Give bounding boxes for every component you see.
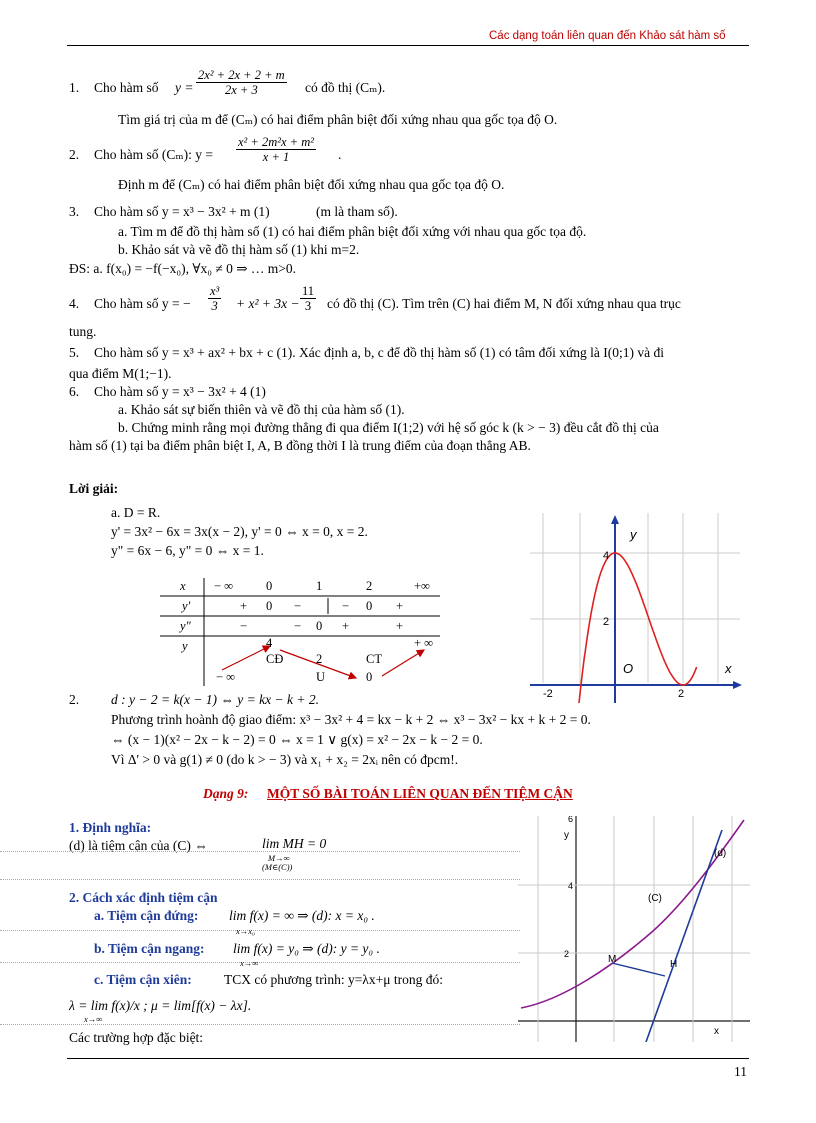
line-d — [646, 830, 722, 1042]
howto-heading: 2. Cách xác định tiệm cận — [69, 890, 218, 905]
problem-5-cont: qua điểm M(1;−1). — [69, 366, 172, 381]
graph1-tick-4: 4 — [603, 550, 610, 562]
problem-2-number: 2. — [69, 147, 80, 162]
graph1-tick-x2: 2 — [678, 688, 685, 700]
page-number: 11 — [734, 1064, 747, 1079]
problem-1-numerator: 2x² + 2x + 2 + m — [198, 68, 285, 82]
table-y-top-2: + ∞ — [414, 636, 434, 650]
section-title: MỘT SỐ BÀI TOÁN LIÊN QUAN ĐẾN TIỆM CẬN — [267, 786, 573, 801]
definition-limit-sub1: M→∞ — [268, 853, 290, 863]
table-y-mid-1: CĐ — [266, 652, 284, 666]
table-x-1: − ∞ — [214, 579, 234, 593]
definition-limit: lim MH = 0 — [262, 836, 327, 851]
problem-4-den-1: 3 — [211, 299, 218, 314]
howto-lim-sub: x→∞ — [84, 1014, 103, 1024]
problem-1-number: 1. — [69, 80, 80, 95]
table-ypp-5: + — [396, 619, 404, 633]
problem-4-num-1: x³ — [210, 284, 220, 298]
cubic-curve — [576, 553, 697, 703]
graph2-tick-2: 2 — [564, 949, 570, 959]
problem-1-lead: Cho hàm số — [94, 80, 159, 95]
part2-line-1: d : y − 2 = k(x − 1) ⇔ y = kx − k + 2. — [111, 692, 319, 707]
cubic-graph — [530, 513, 750, 703]
table-label-ypp: y" — [180, 619, 191, 633]
problem-6-number: 6. — [69, 384, 80, 399]
table-yp-6: 0 — [366, 599, 373, 613]
problem-4-mid: + x² + 3x − — [236, 296, 300, 311]
table-ypp-3: 0 — [316, 619, 323, 633]
curve-c — [521, 820, 744, 1008]
table-yp-7: + — [396, 599, 404, 613]
graph1-tick-2: 2 — [603, 616, 610, 628]
solution-line-2: y' = 3x² − 6x = 3x(x − 2), y' = 0 ⇔ x = 0, x = 2. — [111, 524, 368, 539]
graph2-line-label: (d) — [714, 848, 727, 859]
graph2-tick-4: 4 — [568, 881, 574, 891]
howto-b-label: b. Tiệm cận ngang: — [94, 941, 205, 956]
graph1-tick-neg2: -2 — [543, 688, 553, 700]
table-y-bot-3: 0 — [366, 670, 373, 684]
howto-a-label: a. Tiệm cận đứng: — [94, 908, 199, 923]
table-yp-1: + — [240, 599, 248, 613]
problem-2-tail: . — [338, 147, 342, 162]
graph1-y-label: y — [630, 527, 637, 542]
part2-line-4: Vì Δ' > 0 và g(1) ≠ 0 (do k > − 3) và x₁ + x₂ = 2xᵢ nên có đpcm!. — [111, 752, 459, 767]
part2-line-3: ⇔ (x − 1)(x² − 2x − k − 2) = 0 ⇔ x = 1 ∨ g(x) = x² − 2x − k − 2 = 0. — [111, 732, 483, 747]
problem-4-fraction-2 — [300, 284, 316, 314]
table-ypp-2: − — [294, 619, 302, 633]
problem-2-numerator: x² + 2m²x + m² — [238, 135, 315, 149]
graph2-tick-6: 6 — [568, 816, 574, 824]
problem-5-text: Cho hàm số y = x³ + ax² + bx + c (1). Xác định a, b, c để đồ thị hàm số (1) có tâm đối xứng là I(0;1) và đi — [94, 345, 664, 360]
problem-2-task: Định m để (Cₘ) có hai điểm phân biệt đối xứng nhau qua gốc tọa độ O. — [118, 177, 505, 192]
problem-3-lead: Cho hàm số y = x³ − 3x² + m (1) — [94, 204, 270, 219]
howto-a-sub: x→x₀ — [236, 926, 256, 936]
table-yp-5: − — [342, 599, 350, 613]
definition-limit-sub2: (M∈(C)) — [262, 862, 293, 872]
problem-1-denominator: 2x + 3 — [224, 83, 258, 98]
problem-4-num-2: 11 — [302, 284, 315, 298]
problem-4-cont: tung. — [69, 324, 97, 339]
howto-b-expr: lim f(x) = y₀ ⇒ (d): y = y₀ . — [233, 941, 380, 956]
solution-line-3: y" = 6x − 6, y" = 0 ⇔ x = 1. — [111, 543, 264, 558]
table-ypp-1: − — [240, 619, 248, 633]
part2-line-2: Phương trình hoành độ giao điểm: x³ − 3x² + 4 = kx − k + 2 ⇔ x³ − 3x² − kx + k + 2 = 0. — [111, 712, 591, 727]
table-x-2: 0 — [266, 579, 273, 593]
problem-3-number: 3. — [69, 204, 80, 219]
section-prefix: Dạng 9: — [203, 786, 249, 801]
table-x-5: +∞ — [414, 579, 430, 593]
part2-number: 2. — [69, 692, 80, 707]
table-y-top-1: 4 — [266, 636, 273, 650]
arrow-up-2 — [382, 650, 424, 676]
dotted-rule-1 — [0, 851, 520, 852]
asymptote-graph — [518, 816, 750, 1042]
problem-2-denominator: x + 1 — [262, 150, 290, 165]
problem-2-fraction — [236, 135, 316, 165]
problem-4-lead: Cho hàm số y = − — [94, 296, 191, 311]
problem-6-b: b. Chứng minh rằng mọi đường thẳng đi qua điểm I(1;2) với hệ số góc k (k > − 3) đều cắt đồ thị của — [118, 420, 659, 435]
solution-line-1: a. D = R. — [111, 505, 161, 520]
header-rule — [67, 45, 749, 46]
table-x-3: 1 — [316, 579, 323, 593]
problem-2-lead: Cho hàm số (Cₘ): y = — [94, 147, 214, 162]
dotted-rule-4 — [0, 962, 520, 963]
table-yp-2: 0 — [266, 599, 273, 613]
definition-text: (d) là tiệm cận của (C) ⇔ — [69, 838, 208, 853]
graph2-point-h: H — [670, 959, 678, 970]
segment-mh — [612, 963, 665, 976]
table-ypp-4: + — [342, 619, 350, 633]
graph1-origin: O — [623, 661, 634, 676]
definition-heading: 1. Định nghĩa: — [69, 820, 152, 835]
problem-1-fraction — [196, 68, 287, 98]
problem-1-task: Tìm giá trị của m để (Cₘ) có hai điểm phân biệt đối xứng nhau qua gốc tọa độ O. — [118, 112, 558, 127]
graph2-x-label: x — [714, 1026, 719, 1037]
problem-5-number: 5. — [69, 345, 80, 360]
graph2-point-m: M — [608, 954, 617, 965]
problem-6-b-cont: hàm số (1) tại ba điểm phân biệt I, A, B đồng thời I là trung điểm của đoạn thẳng AB. — [69, 438, 531, 453]
problem-3-answer: ĐS: a. f(x₀) = −f(−x₀), ∀x₀ ≠ 0 ⇒ … m>0. — [69, 261, 297, 276]
problem-3-b: b. Khảo sát và vẽ đồ thị hàm số (1) khi m=2. — [118, 242, 360, 257]
dotted-rule-2 — [0, 879, 520, 880]
table-y-mid-2: 2 — [316, 652, 323, 666]
problem-4-den-2: 3 — [304, 299, 312, 314]
solution-title: Lời giải: — [69, 481, 119, 496]
table-label-yp: y' — [182, 599, 191, 613]
arrow-up-1 — [222, 646, 270, 670]
howto-lambda-mu: λ = lim f(x)/x ; μ = lim[f(x) − λx]. — [69, 998, 252, 1013]
dotted-rule-3 — [0, 930, 520, 931]
graph1-x-label: x — [725, 661, 732, 676]
howto-b-sub: x→∞ — [240, 958, 259, 968]
dotted-rule-5 — [0, 1024, 520, 1025]
problem-3-note: (m là tham số). — [316, 204, 398, 219]
table-yp-3: − — [294, 599, 302, 613]
footer-rule — [67, 1058, 749, 1059]
table-y-bot-1: − ∞ — [216, 670, 236, 684]
table-y-mid-3: CT — [366, 652, 382, 666]
graph2-y-label: y — [564, 830, 569, 841]
table-label-x: x — [180, 579, 186, 593]
howto-c-label: c. Tiệm cận xiên: — [94, 972, 192, 987]
problem-4-number: 4. — [69, 296, 80, 311]
howto-a-expr: lim f(x) = ∞ ⇒ (d): x = x₀ . — [229, 908, 375, 923]
problem-1-tail: có đồ thị (Cₘ). — [305, 80, 386, 95]
table-x-4: 2 — [366, 579, 373, 593]
problem-4-tail: có đồ thị (C). Tìm trên (C) hai điểm M, N đối xứng nhau qua trục — [327, 296, 681, 311]
problem-4-fraction-1 — [208, 284, 221, 314]
graph2-curve-label: (C) — [648, 893, 662, 904]
howto-c-text: TCX có phương trình: y=λx+μ trong đó: — [224, 972, 443, 987]
page-header-title: Các dạng toán liên quan đến Khảo sát hàm số — [489, 30, 726, 42]
table-label-y: y — [182, 639, 188, 653]
problem-6-text: Cho hàm số y = x³ − 3x² + 4 (1) — [94, 384, 266, 399]
variation-table — [160, 578, 440, 688]
problem-6-a: a. Khảo sát sự biến thiên và vẽ đồ thị của hàm số (1). — [118, 402, 405, 417]
problem-3-a: a. Tìm m để đồ thị hàm số (1) có hai điểm phân biệt đối xứng với nhau qua gốc tọa độ. — [118, 224, 587, 239]
table-y-bot-2: U — [316, 670, 326, 684]
howto-special: Các trường hợp đặc biệt: — [69, 1030, 204, 1045]
problem-1-y: y = — [175, 80, 194, 95]
